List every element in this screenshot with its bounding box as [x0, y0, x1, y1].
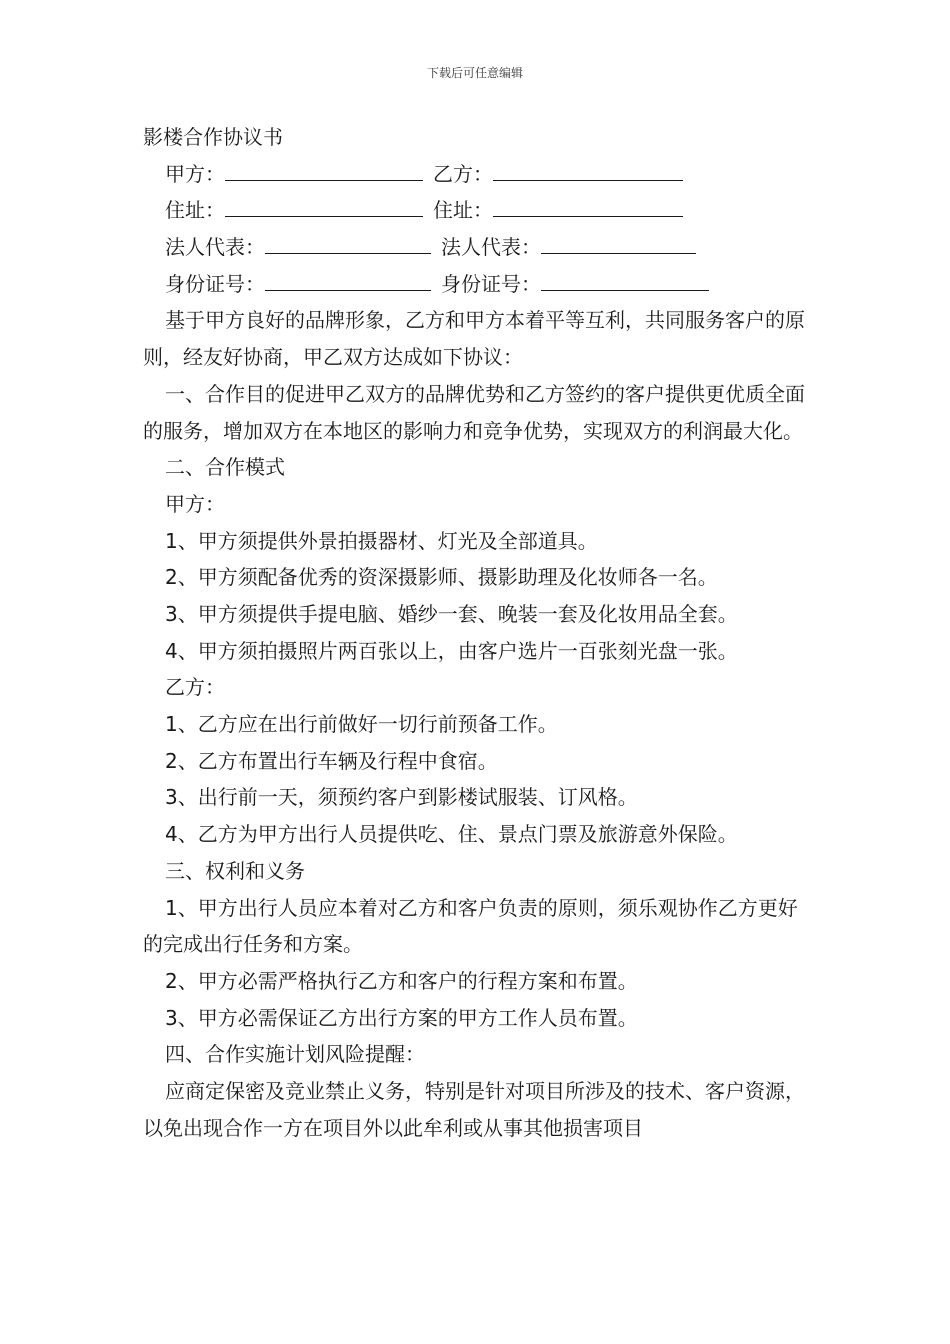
- party-a-name-label: 甲方：: [165, 161, 225, 186]
- section3-item: 2、甲方必需严格执行乙方和客户的行程方案和布置。: [165, 968, 638, 993]
- party-a-item: 3、甲方须提供手提电脑、婚纱一套、晚装一套及化妆用品全套。: [165, 602, 738, 626]
- party-b-item: 3、出行前一天，须预约客户到影楼试服装、订风格。: [165, 785, 638, 810]
- section1-paragraph: [143, 376, 813, 449]
- party-b-item: 4、乙方为甲方出行人员提供吃、住、景点门票及旅游意外保险。: [165, 822, 738, 847]
- section3-item-text: 1、甲方出行人员应本着对乙方和客户负责的原则，须乐观协作乙方更好的完成出行任务和方案。: [143, 895, 798, 957]
- party-b-item: 2、乙方布置出行车辆及行程中食宿。: [165, 748, 498, 773]
- party-row-id-number: [143, 266, 813, 303]
- party-b-item: 1、乙方应在出行前做好一切行前预备工作。: [165, 712, 558, 737]
- party-a-item: 1、甲方须提供外景拍摄器材、灯光及全部道具。: [165, 528, 598, 553]
- section4-text: 应商定保密及竞业禁止义务，特别是针对项目所涉及的技术、客户资源，以免出现合作一方在项目外以此牟利或从事其他损害项目: [143, 1078, 805, 1140]
- page-header: 下载后可任意编辑: [426, 66, 523, 80]
- party-row-legal-rep: [143, 229, 813, 266]
- section3-item: [143, 890, 813, 963]
- party-a-address-label: 住址：: [165, 198, 225, 223]
- party-a-item: 2、甲方须配备优秀的资深摄影师、摄影助理及化妆师各一名。: [165, 565, 718, 590]
- party-b-legal-rep-blank[interactable]: [541, 233, 696, 254]
- party-a-item: 4、甲方须拍摄照片两百张以上，由客户选片一百张刻光盘一张。: [165, 638, 738, 663]
- party-a-address-blank[interactable]: [225, 196, 423, 217]
- intro-paragraph: [143, 302, 813, 375]
- party-b-address-blank[interactable]: [493, 196, 683, 217]
- party-b-id-blank[interactable]: [541, 270, 709, 291]
- party-a-subheading: 甲方：: [165, 491, 225, 516]
- party-b-name-blank[interactable]: [493, 160, 683, 181]
- party-a-name-blank[interactable]: [225, 160, 423, 181]
- party-a-id-label: 身份证号：: [165, 271, 265, 296]
- section4-paragraph: [143, 1073, 813, 1146]
- party-row-address: [143, 192, 813, 229]
- party-b-name-label: 乙方：: [433, 161, 493, 186]
- section1-text: 一、合作目的促进甲乙双方的品牌优势和乙方签约的客户提供更优质全面的服务，增加双方在本地区的影响力和竞争优势，实现双方的利润最大化。: [143, 381, 805, 443]
- party-a-legal-rep-label: 法人代表：: [165, 235, 265, 260]
- document-title: 影楼合作协议书: [143, 125, 283, 149]
- party-b-legal-rep-label: 法人代表：: [441, 235, 541, 260]
- party-a-id-blank[interactable]: [265, 270, 431, 291]
- party-b-subheading: 乙方：: [165, 675, 225, 700]
- section3-heading: 三、权利和义务: [165, 858, 305, 883]
- party-row-name: [143, 156, 813, 193]
- section2-heading: 二、合作模式: [165, 455, 285, 480]
- party-b-address-label: 住址：: [433, 198, 493, 223]
- document-body: [143, 119, 813, 1146]
- intro-text: 基于甲方良好的品牌形象，乙方和甲方本着平等互利，共同服务客户的原则，经友好协商，甲乙双方达成如下协议：: [143, 308, 805, 370]
- party-a-legal-rep-blank[interactable]: [265, 233, 431, 254]
- section4-heading: 四、合作实施计划风险提醒：: [165, 1042, 425, 1067]
- section3-item: 3、甲方必需保证乙方出行方案的甲方工作人员布置。: [165, 1005, 638, 1030]
- party-b-id-label: 身份证号：: [441, 271, 541, 296]
